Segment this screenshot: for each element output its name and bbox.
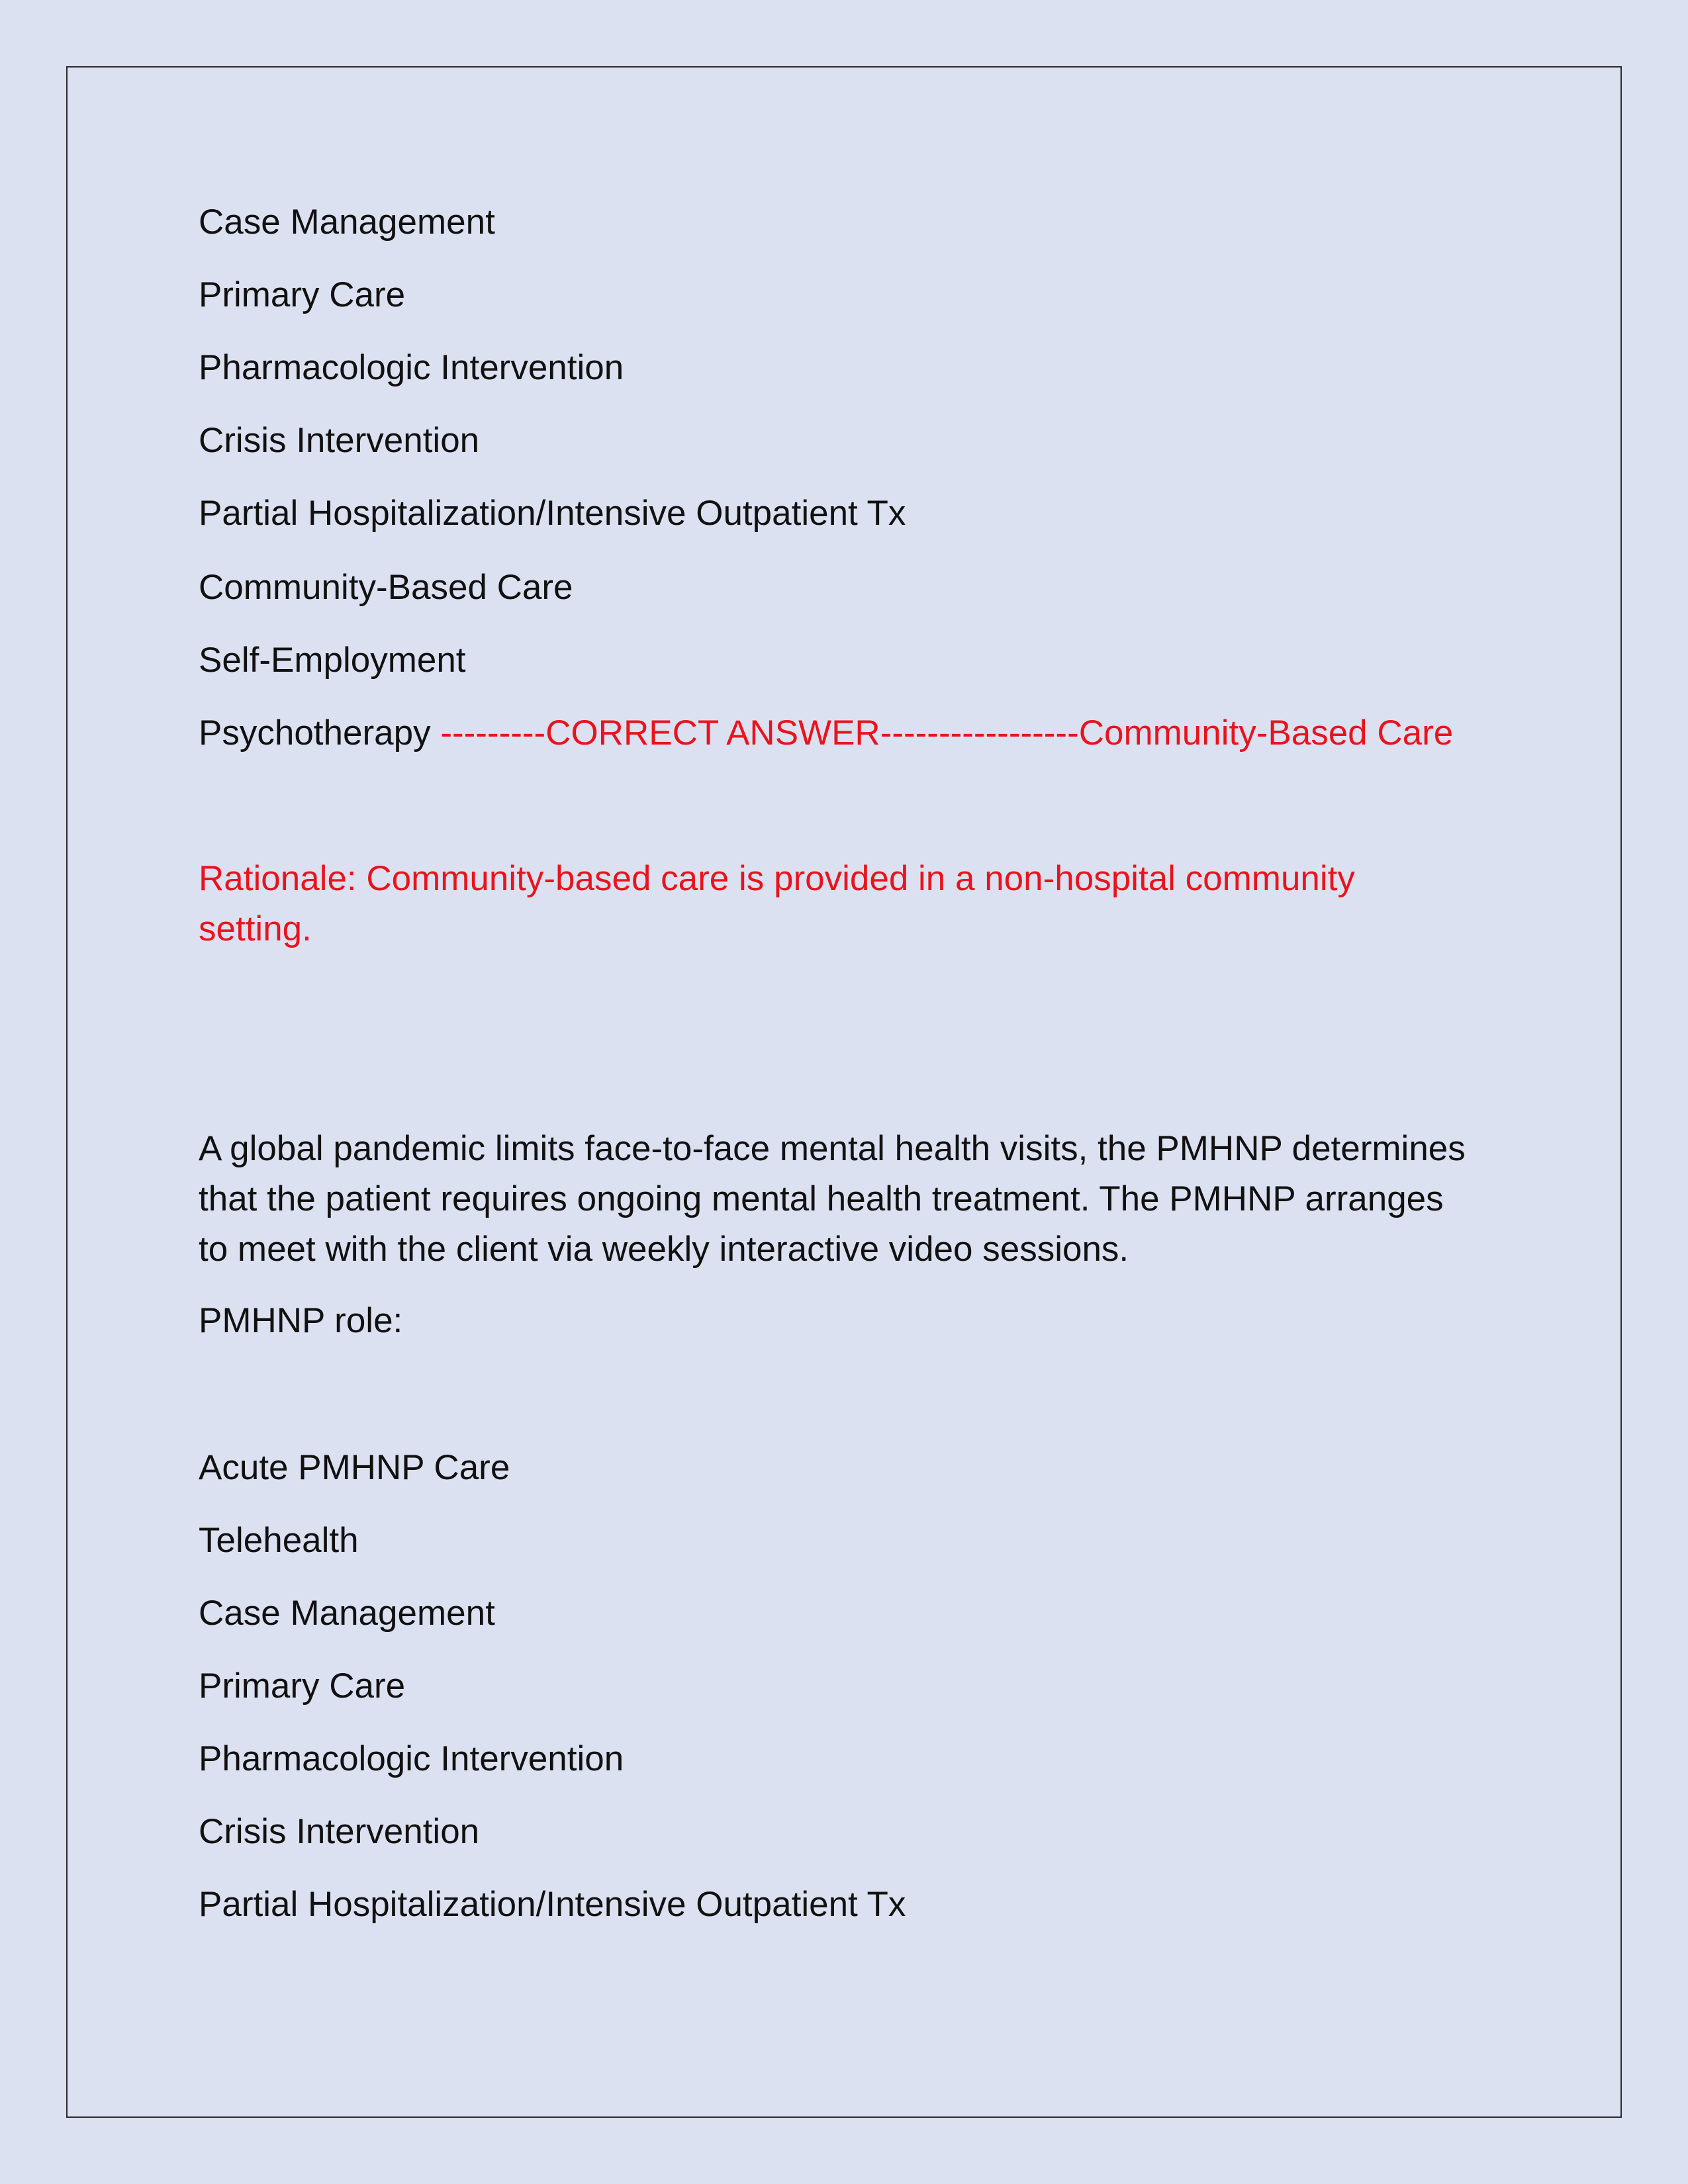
q2-option: Crisis Intervention xyxy=(199,1812,480,1851)
rationale-text-cont: setting. xyxy=(199,909,312,948)
q2-stem-line: A global pandemic limits face-to-face mental health visits, the PMHNP determines xyxy=(199,1129,1466,1168)
q2-option: Case Management xyxy=(199,1594,495,1633)
q1-option: Pharmacologic Intervention xyxy=(199,348,624,387)
q2-option: Primary Care xyxy=(199,1666,406,1706)
q1-option: Case Management xyxy=(199,203,495,242)
q2-option: Pharmacologic Intervention xyxy=(199,1739,624,1778)
q2-option: Telehealth xyxy=(199,1521,359,1560)
q1-option: Community-Based Care xyxy=(199,568,573,607)
q1-option: Primary Care xyxy=(199,275,406,314)
q2-option: Acute PMHNP Care xyxy=(199,1448,510,1487)
q2-option: Partial Hospitalization/Intensive Outpatient Tx xyxy=(199,1885,906,1924)
q1-option: Psychotherapy xyxy=(199,713,431,752)
correct-answer: ---------CORRECT ANSWER-----------------Community-Based Care xyxy=(440,713,1454,752)
q1-answer-line xyxy=(199,708,1453,758)
rationale-text: Rationale: Community-based care is provided in a non-hospital community xyxy=(199,859,1355,898)
q1-option: Self-Employment xyxy=(199,641,466,680)
q1-option: Crisis Intervention xyxy=(199,421,480,460)
q1-option: Partial Hospitalization/Intensive Outpatient Tx xyxy=(199,494,906,533)
q2-stem-line: that the patient requires ongoing mental health treatment. The PMHNP arranges xyxy=(199,1179,1444,1218)
q2-prompt: PMHNP role: xyxy=(199,1301,403,1340)
q2-stem-line: to meet with the client via weekly interactive video sessions. xyxy=(199,1230,1129,1269)
